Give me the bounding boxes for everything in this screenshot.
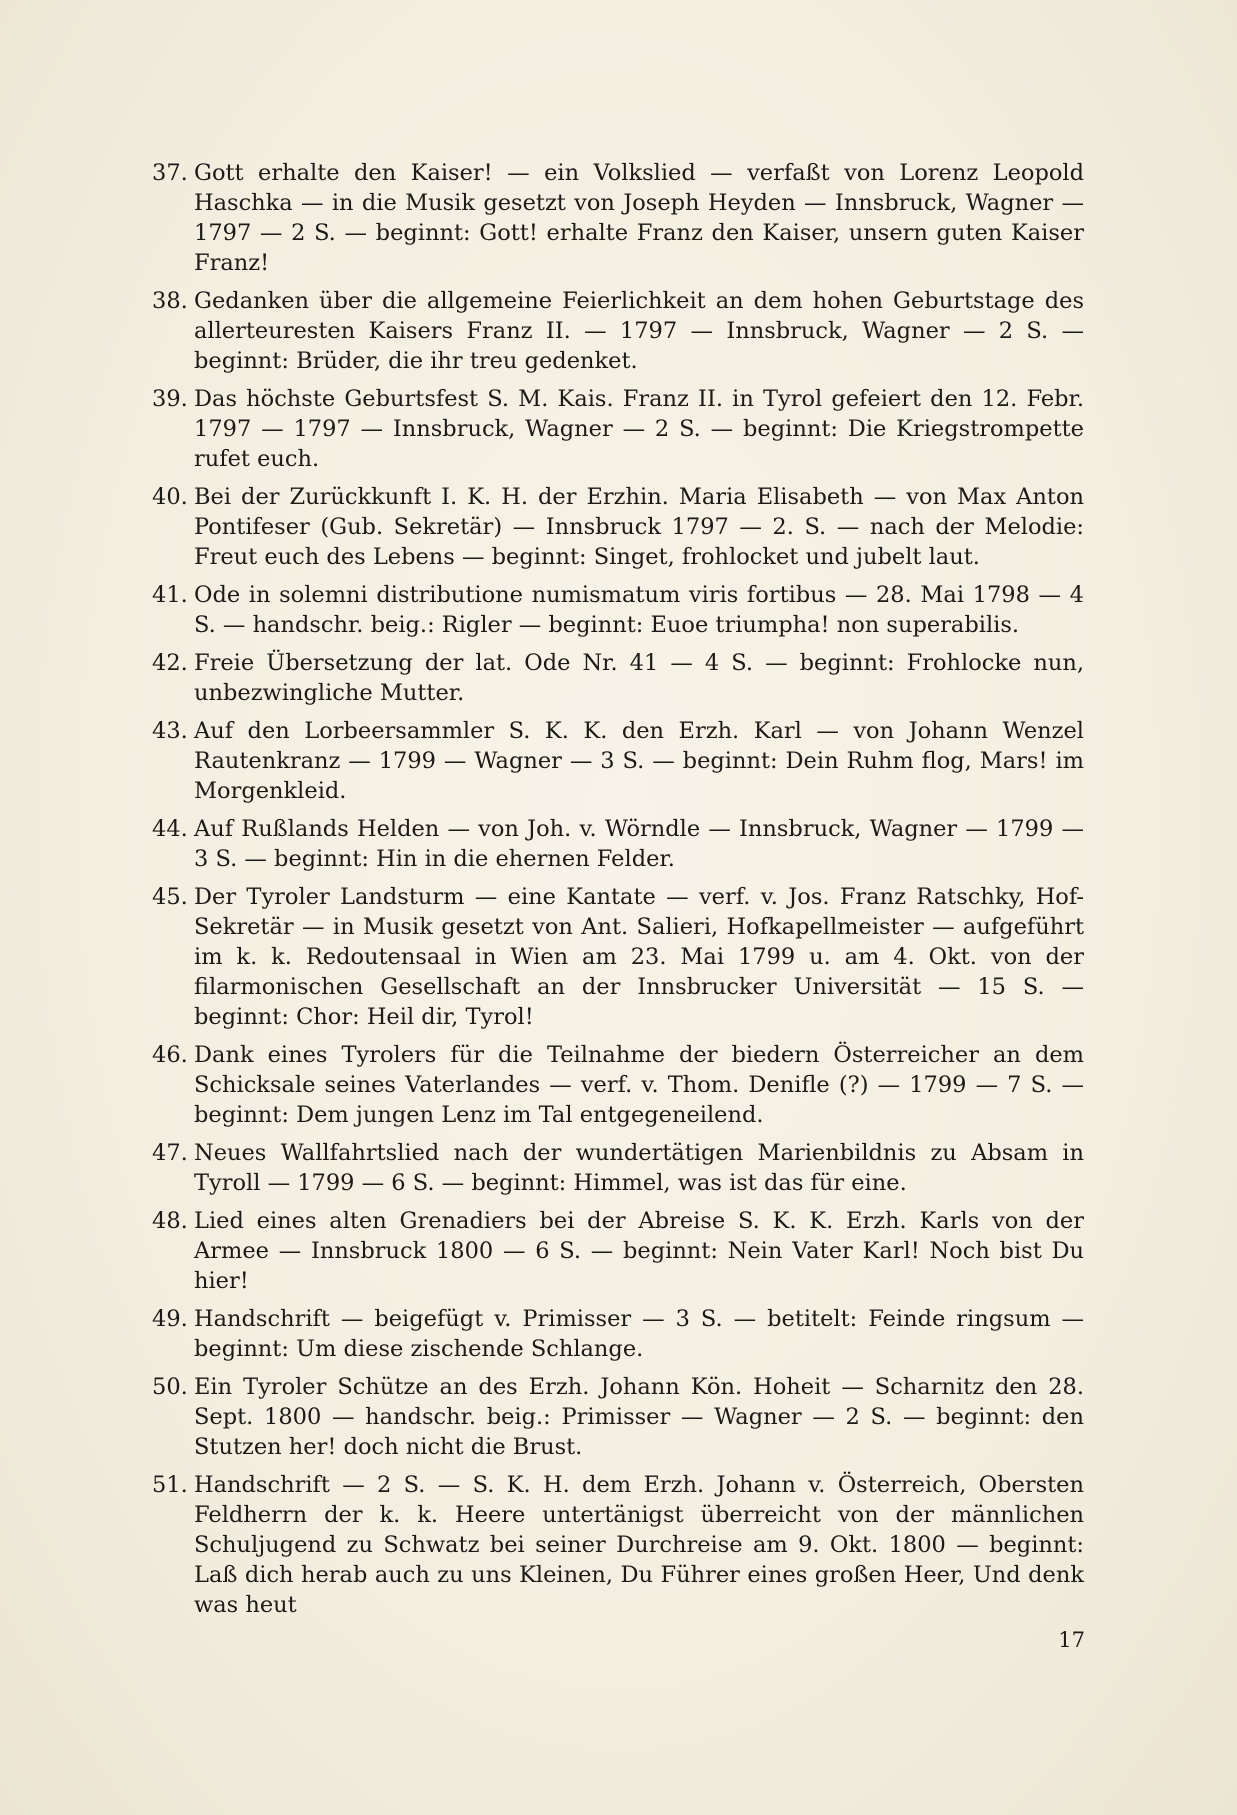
list-item [152, 1304, 1084, 1364]
entry-text: Dank eines Tyrolers für die Teilnahme der biedern Österreicher an dem Schicksale seines Vaterlandes — verf. v. Thom. Denifle (?) — 1799 — 7 S. — beginnt: Dem jungen Lenz im Tal entgegeneilend. [194, 1042, 1084, 1128]
list-item [152, 814, 1084, 874]
entry-text: Lied eines alten Grenadiers bei der Abreise S. K. K. Erzh. Karls von der Armee — Innsbruck 1800 — 6 S. — beginnt: Nein Vater Karl! Noch bist Du hier! [194, 1208, 1084, 1294]
entry-text: Freie Übersetzung der lat. Ode Nr. 41 — 4 S. — beginnt: Frohlocke nun, unbezwingliche Mutter. [194, 650, 1084, 706]
entry-number: 48. [152, 1208, 188, 1234]
entry-text: Neues Wallfahrtslied nach der wundertätigen Marienbildnis zu Absam in Tyroll — 1799 — 6 S. — beginnt: Himmel, was ist das für eine. [194, 1140, 1084, 1196]
list-item [152, 580, 1084, 640]
list-item [152, 648, 1084, 708]
entry-number: 43. [152, 718, 188, 744]
entry-number: 51. [152, 1472, 188, 1498]
entry-number: 49. [152, 1306, 188, 1332]
entry-number: 41. [152, 582, 188, 608]
entry-text: Ode in solemni distributione numismatum viris fortibus — 28. Mai 1798 — 4 S. — handschr. beig.: Rigler — beginnt: Euoe triumpha! non superabilis. [194, 582, 1084, 638]
list-item [152, 716, 1084, 806]
entry-text: Handschrift — 2 S. — S. K. H. dem Erzh. Johann v. Österreich, Obersten Feldherrn der k. k. Heere untertänigst überreicht von der männlichen Schuljugend zu Schwatz bei seiner Durchreise am 9. Okt. 1800 — beginnt: Laß dich herab auch zu uns Kleinen, Du Führer eines großen Heer, Und denk was heut [194, 1472, 1084, 1618]
entry-text: Ein Tyroler Schütze an des Erzh. Johann Kön. Hoheit — Scharnitz den 28. Sept. 1800 — handschr. beig.: Primisser — Wagner — 2 S. — beginnt: den Stutzen her! doch nicht die Brust. [194, 1374, 1084, 1460]
list-item [152, 882, 1084, 1032]
entry-number: 47. [152, 1140, 188, 1166]
list-item [152, 384, 1084, 474]
entry-number: 50. [152, 1374, 188, 1400]
entry-text: Bei der Zurückkunft I. K. H. der Erzhin. Maria Elisabeth — von Max Anton Pontifeser (Gub. Sekretär) — Innsbruck 1797 — 2. S. — nach der Melodie: Freut euch des Lebens — beginnt: Singet, frohlocket und jubelt laut. [194, 484, 1084, 570]
entry-text: Der Tyroler Landsturm — eine Kantate — verf. v. Jos. Franz Ratschky, Hof-Sekretär — in Musik gesetzt von Ant. Salieri, Hofkapellmeister — aufgeführt im k. k. Redoutensaal in Wien am 23. Mai 1799 u. am 4. Okt. von der filarmonischen Gesellschaft an der Innsbrucker Universität — 15 S. — beginnt: Chor: Heil dir, Tyrol! [194, 884, 1084, 1030]
list-item [152, 1040, 1084, 1130]
entry-number: 39. [152, 386, 188, 412]
list-item [152, 286, 1084, 376]
bibliography-list [152, 158, 1084, 1628]
list-item [152, 1470, 1084, 1620]
list-item [152, 158, 1084, 278]
entry-number: 38. [152, 288, 188, 314]
list-item [152, 1138, 1084, 1198]
page-number: 17 [1058, 1628, 1085, 1652]
entry-text: Auf Rußlands Helden — von Joh. v. Wörndle — Innsbruck, Wagner — 1799 — 3 S. — beginnt: Hin in die ehernen Felder. [194, 816, 1084, 872]
entry-number: 45. [152, 884, 188, 910]
list-item [152, 1206, 1084, 1296]
entry-text: Gott erhalte den Kaiser! — ein Volkslied — verfaßt von Lorenz Leopold Haschka — in die Musik gesetzt von Joseph Heyden — Innsbruck, Wagner — 1797 — 2 S. — beginnt: Gott! erhalte Franz den Kaiser, unsern guten Kaiser Franz! [194, 160, 1084, 276]
entry-text: Das höchste Geburtsfest S. M. Kais. Franz II. in Tyrol gefeiert den 12. Febr. 1797 — 1797 — Innsbruck, Wagner — 2 S. — beginnt: Die Kriegstrompette rufet euch. [194, 386, 1084, 472]
entry-number: 44. [152, 816, 188, 842]
entry-text: Handschrift — beigefügt v. Primisser — 3 S. — betitelt: Feinde ringsum — beginnt: Um diese zischende Schlange. [194, 1306, 1084, 1362]
entry-number: 40. [152, 484, 188, 510]
entry-number: 37. [152, 160, 188, 186]
entry-number: 42. [152, 650, 188, 676]
entry-number: 46. [152, 1042, 188, 1068]
list-item [152, 482, 1084, 572]
list-item [152, 1372, 1084, 1462]
entry-text: Gedanken über die allgemeine Feierlichkeit an dem hohen Geburtstage des allerteuresten Kaisers Franz II. — 1797 — Innsbruck, Wagner — 2 S. — beginnt: Brüder, die ihr treu gedenket. [194, 288, 1084, 374]
entry-text: Auf den Lorbeersammler S. K. K. den Erzh. Karl — von Johann Wenzel Rautenkranz — 1799 — Wagner — 3 S. — beginnt: Dein Ruhm flog, Mars! im Morgenkleid. [194, 718, 1084, 804]
